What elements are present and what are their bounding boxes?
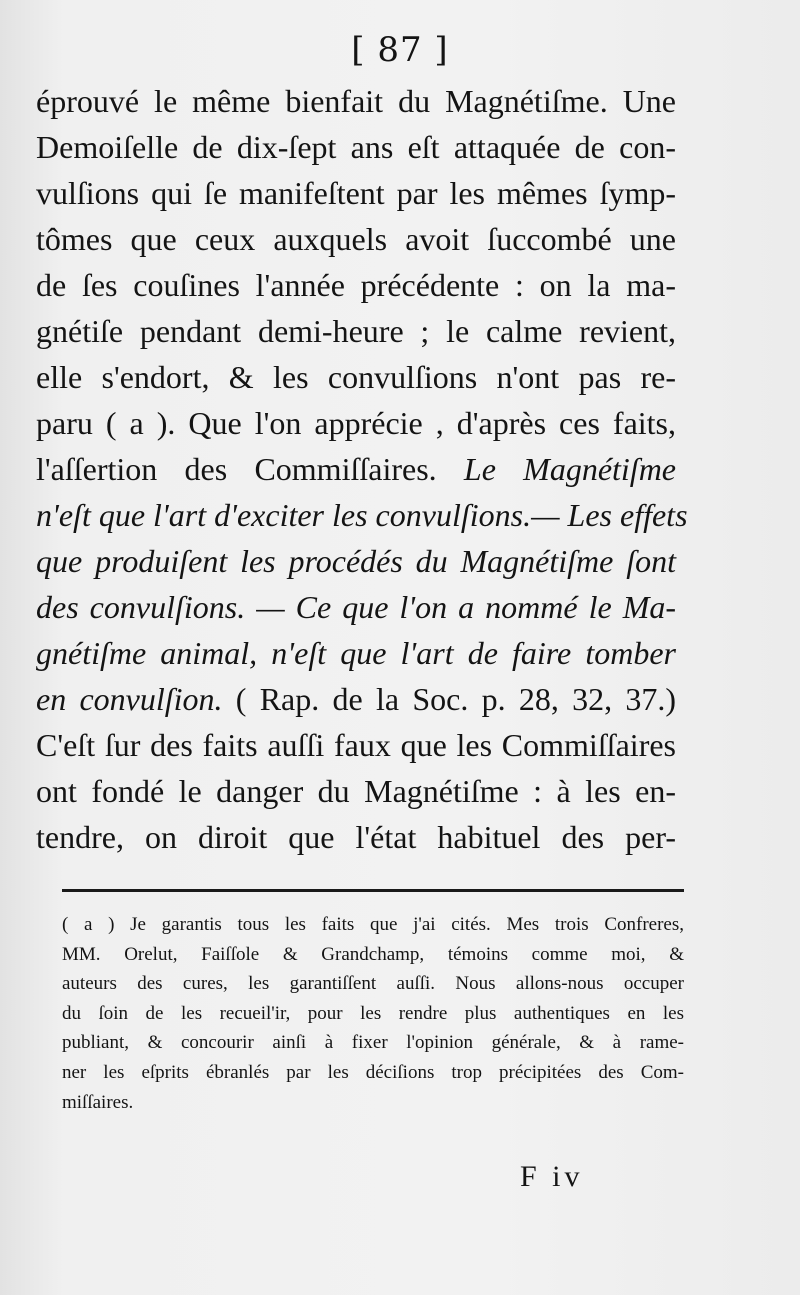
text-line: en convulſion. ( Rap. de la Soc. p. 28, 32, 37.): [36, 681, 677, 717]
text-line: paru ( a ). Que l'on apprécie , d'après ces faits,: [36, 405, 676, 441]
text-line: n'eſt que l'art d'exciter les convulſions.— Les effets: [36, 497, 688, 533]
text-line: Demoiſelle de dix-ſept ans eſt attaquée de con-: [36, 129, 676, 165]
text-line: des convulſions. — Ce que l'on a nommé le Ma-: [36, 589, 676, 625]
text-line: éprouvé le même bienfait du Magnétiſme. Une: [36, 83, 676, 119]
text-line: que produiſent les procédés du Magnétiſme ſont: [36, 543, 676, 579]
text-line: elle s'endort, & les convulſions n'ont pas re-: [36, 359, 676, 395]
text-line: C'eſt ſur des faits auſſi faux que les Commiſſaires: [36, 727, 676, 763]
text-line: vulſions qui ſe manifeſtent par les mêmes ſymp-: [36, 175, 676, 211]
footnote-line: ner les eſprits ébranlés par les déciſions trop précipitées des Com-: [62, 1061, 684, 1083]
footnote-line: auteurs des cures, les garantiſſent auſſi. Nous allons-nous occuper: [62, 973, 684, 995]
page-number: [ 87 ]: [351, 30, 449, 70]
footnote-line: MM. Orelut, Faiſſole & Grandchamp, témoins comme moi, &: [62, 943, 684, 965]
footnote-line: miſſaires.: [62, 1091, 134, 1113]
footnote-line: publiant, & concourir ainſi à fixer l'opinion générale, & à rame-: [62, 1032, 684, 1054]
footnote-line: ( a ) Je garantis tous les faits que j'ai cités. Mes trois Confreres,: [62, 914, 684, 935]
footnote: [62, 910, 684, 1117]
text-line: ont fondé le danger du Magnétiſme : à les en-: [36, 773, 676, 809]
footnote-divider: [62, 889, 684, 892]
text-line: tendre, on diroit que l'état habituel des per-: [36, 819, 676, 855]
text-line: l'aſſertion des Commiſſaires. Le Magnétiſme: [36, 451, 677, 487]
signature-mark: F iv: [520, 1160, 584, 1193]
main-text: [36, 78, 688, 860]
text-line: gnétiſe pendant demi-heure ; le calme revient,: [36, 313, 676, 349]
text-line: gnétiſme animal, n'eſt que l'art de faire tomber: [36, 635, 676, 671]
text-line: tômes que ceux auxquels avoit ſuccombé une: [36, 221, 676, 257]
footnote-line: du ſoin de les recueil'ir, pour les rendre plus authentiques en les: [62, 1002, 684, 1024]
text-line: de ſes couſines l'année précédente : on la ma-: [36, 267, 676, 303]
